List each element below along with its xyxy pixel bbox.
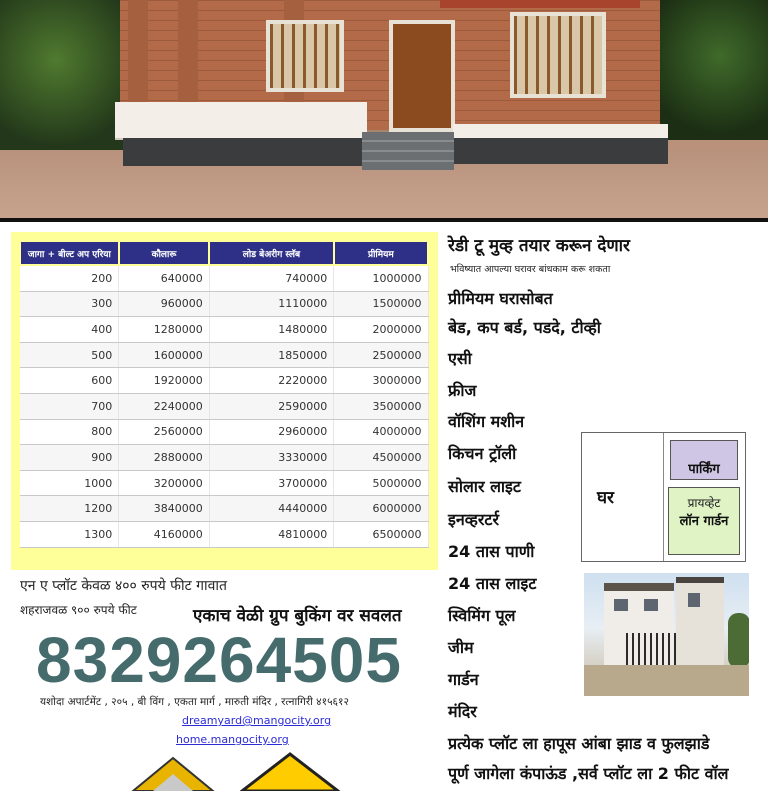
header-area: जागा + बील्ट अप एरिया <box>20 241 119 265</box>
table-cell: 3700000 <box>209 470 334 496</box>
window <box>510 12 606 98</box>
veranda-pillar <box>178 0 198 104</box>
table-cell: 5000000 <box>334 470 428 496</box>
divider-line <box>0 218 768 222</box>
villa-photo <box>584 573 749 696</box>
table-cell: 300 <box>20 291 119 317</box>
table-cell: 3330000 <box>209 445 334 471</box>
table-cell: 900 <box>20 445 119 471</box>
amenity-item: एसी <box>448 349 472 368</box>
amenity-item: प्रत्येक प्लॉट ला हापूस आंबा झाड व फुलझाडे <box>448 734 710 753</box>
villa-window <box>688 593 700 607</box>
table-cell: 1000000 <box>334 265 428 291</box>
table-cell: 3840000 <box>119 496 209 522</box>
table-cell: 3200000 <box>119 470 209 496</box>
table-cell: 1110000 <box>209 291 334 317</box>
office-address: यशोदा अपार्टमेंट , २०५ , बी विंग , एकता मार्ग , मारुती मंदिर , रत्नागिरी ४१५६१२ <box>40 696 349 708</box>
lawn-label-line2: लॉन गार्डन <box>679 514 729 529</box>
price-table-panel <box>11 232 438 570</box>
table-row <box>20 393 428 419</box>
table-cell: 4160000 <box>119 521 209 547</box>
amenity-item: पूर्ण जागेला कंपाऊंड ,सर्व प्लॉट ला 2 फीट वॉल <box>448 764 729 783</box>
table-cell: 2000000 <box>334 317 428 343</box>
table-cell: 2880000 <box>119 445 209 471</box>
amenity-item: 24 तास लाइट <box>448 574 537 593</box>
black-base <box>123 138 363 166</box>
house-sign-icon <box>128 756 218 791</box>
table-cell: 1920000 <box>119 368 209 394</box>
veranda-pillar <box>128 0 148 104</box>
table-cell: 6500000 <box>334 521 428 547</box>
table-cell: 4440000 <box>209 496 334 522</box>
entrance-steps <box>362 132 454 170</box>
table-cell: 740000 <box>209 265 334 291</box>
table-cell: 500 <box>20 342 119 368</box>
phone-number[interactable]: 8329264505 <box>36 624 402 696</box>
table-cell: 3500000 <box>334 393 428 419</box>
black-base <box>453 138 668 164</box>
amenity-item: सोलार लाइट <box>448 477 521 496</box>
na-plot-price: एन ए प्लॉट केवळ ४०० रुपये फीट गावात <box>20 578 227 594</box>
villa-building <box>676 577 724 669</box>
header-load-bearing-slab: लोड बेअरीग स्लॅब <box>209 241 334 265</box>
group-booking-offer: एकाच वेळी ग्रुप बुकिंग वर सवलत <box>193 606 402 626</box>
plinth <box>453 124 668 138</box>
plot-layout-diagram <box>581 432 746 562</box>
amenity-item: स्विमिंग पूल <box>448 606 516 625</box>
table-row <box>20 521 428 547</box>
header-tiled-roof: कौलारू <box>119 241 209 265</box>
table-row <box>20 368 428 394</box>
table-cell: 640000 <box>119 265 209 291</box>
table-cell: 1200 <box>20 496 119 522</box>
table-cell: 200 <box>20 265 119 291</box>
table-cell: 960000 <box>119 291 209 317</box>
price-table <box>19 240 429 548</box>
table-cell: 1300 <box>20 521 119 547</box>
villa-window <box>644 599 658 611</box>
table-cell: 2560000 <box>119 419 209 445</box>
table-row <box>20 470 428 496</box>
private-lawn-garden <box>668 487 740 555</box>
table-cell: 4500000 <box>334 445 428 471</box>
roof-edge <box>440 0 640 8</box>
plot-divider <box>663 433 664 561</box>
future-build-note: भविष्यात आपल्या घरावर बांधकाम करू शकता <box>450 264 611 275</box>
table-header-row <box>20 241 428 265</box>
amenity-item: किचन ट्रॉली <box>448 444 517 463</box>
table-cell: 4810000 <box>209 521 334 547</box>
table-cell: 1500000 <box>334 291 428 317</box>
amenity-item: बेड, कप बर्ड, पडदे, टीव्ही <box>448 318 601 337</box>
window <box>266 20 344 92</box>
table-row <box>20 496 428 522</box>
table-row <box>20 419 428 445</box>
amenity-item: फ्रीज <box>448 381 477 400</box>
parking-area: पार्किंग <box>670 440 738 480</box>
villa-window <box>614 599 628 611</box>
lawn-label-line1: प्रायव्हेट <box>687 496 721 510</box>
table-cell: 1280000 <box>119 317 209 343</box>
table-cell: 2960000 <box>209 419 334 445</box>
table-cell: 2500000 <box>334 342 428 368</box>
table-cell: 1850000 <box>209 342 334 368</box>
trees-right <box>648 0 768 140</box>
table-cell: 400 <box>20 317 119 343</box>
website-link[interactable]: home.mangocity.org <box>176 733 289 746</box>
amenity-item: 24 तास पाणी <box>448 542 535 561</box>
veranda-plinth <box>115 102 367 140</box>
table-row <box>20 291 428 317</box>
house-photo <box>0 0 768 222</box>
table-cell: 2220000 <box>209 368 334 394</box>
table-row <box>20 317 428 343</box>
table-cell: 4000000 <box>334 419 428 445</box>
villa-driveway <box>584 665 749 696</box>
table-body <box>20 265 428 547</box>
table-cell: 2240000 <box>119 393 209 419</box>
amenity-item: प्रीमियम घरासोबत <box>448 289 553 308</box>
table-cell: 1000 <box>20 470 119 496</box>
table-row <box>20 265 428 291</box>
near-city-price: शहराजवळ ९०० रुपये फीट <box>20 603 137 617</box>
house-label: घर <box>597 488 614 508</box>
table-cell: 700 <box>20 393 119 419</box>
table-cell: 3000000 <box>334 368 428 394</box>
table-cell: 2590000 <box>209 393 334 419</box>
wooden-door <box>389 20 455 132</box>
amenity-item: वॉशिंग मशीन <box>448 412 525 431</box>
table-cell: 6000000 <box>334 496 428 522</box>
amenity-item: मंदिर <box>448 702 477 721</box>
email-link[interactable]: dreamyard@mangocity.org <box>182 714 332 727</box>
table-row <box>20 445 428 471</box>
table-cell: 1600000 <box>119 342 209 368</box>
header-premium: प्रीमियम <box>334 241 428 265</box>
amenity-item: जीम <box>448 638 474 657</box>
warning-sign-icon <box>240 752 340 791</box>
table-row <box>20 342 428 368</box>
table-cell: 800 <box>20 419 119 445</box>
table-cell: 600 <box>20 368 119 394</box>
villa-tree <box>728 613 749 668</box>
amenity-item: इनव्हरटर्र <box>448 510 500 529</box>
villa-gate <box>626 633 676 667</box>
amenity-item: गार्डन <box>448 670 479 689</box>
table-cell: 1480000 <box>209 317 334 343</box>
ready-to-move-title: रेडी टू मुव्ह तयार करून देणार <box>448 236 630 256</box>
